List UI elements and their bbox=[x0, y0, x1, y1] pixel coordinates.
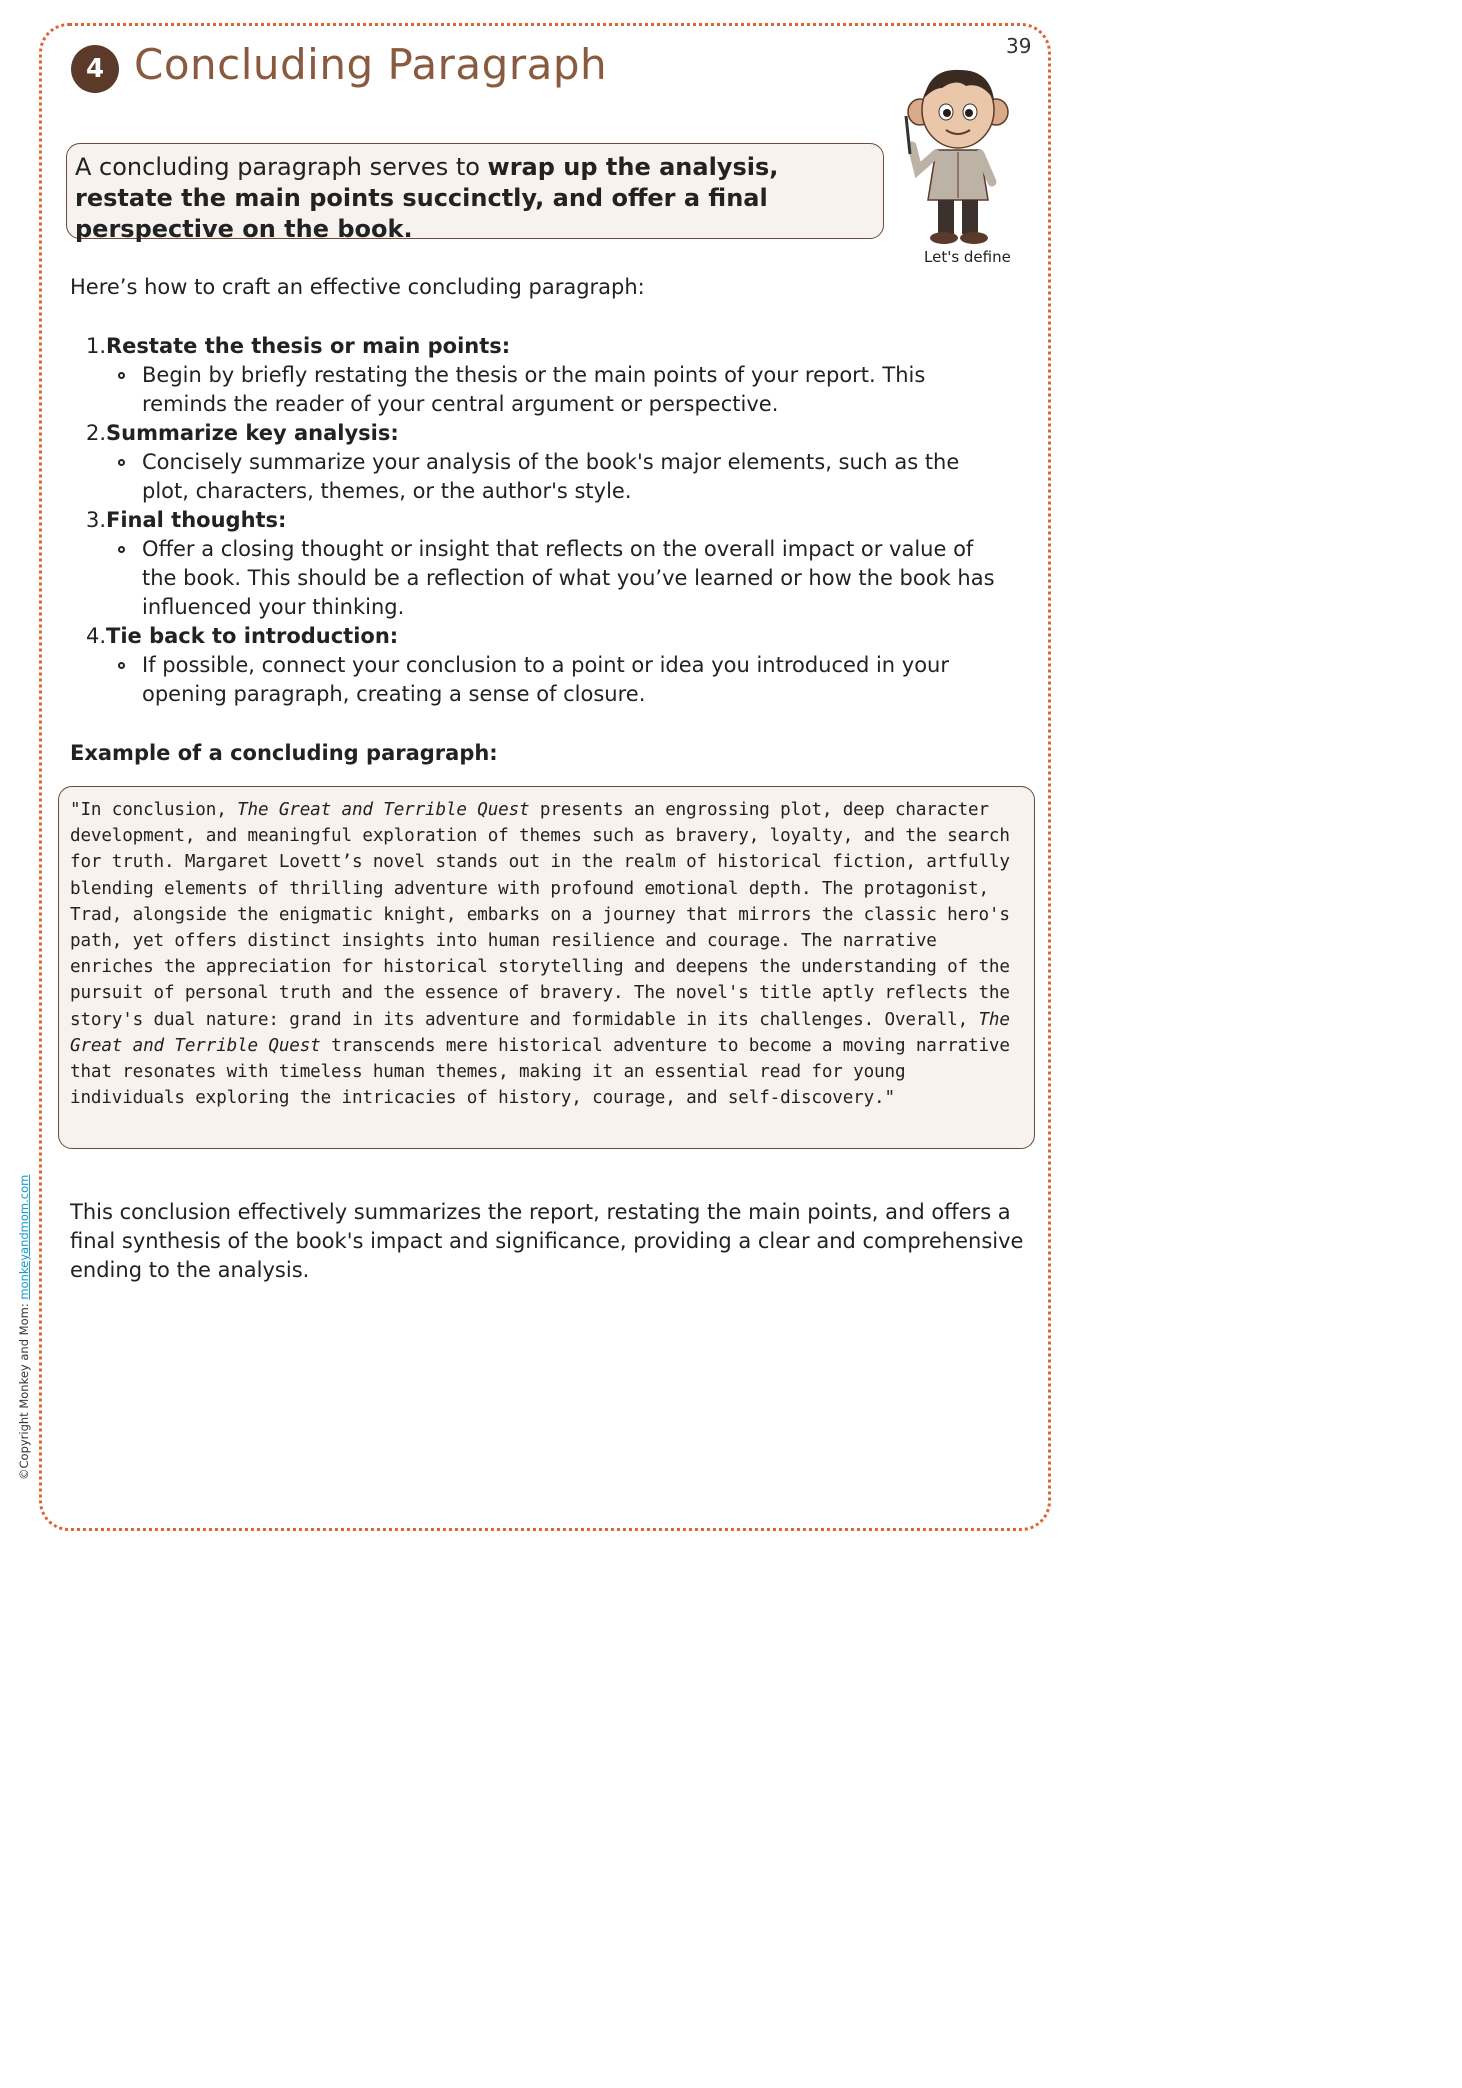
step-description bbox=[70, 535, 1030, 622]
step-number: 3. bbox=[85, 508, 106, 532]
step-title: Restate the thesis or main points: bbox=[106, 334, 511, 358]
example-heading: Example of a concluding paragraph: bbox=[70, 741, 498, 765]
intro-text: Here’s how to craft an effective concluding paragraph: bbox=[70, 275, 645, 299]
copyright-text: ©Copyright Monkey and Mom: bbox=[17, 1299, 31, 1480]
example-text-part3: transcends mere historical adventure to become a moving narrative that resonates with timeless human themes, making it an essential read for young individuals exploring the intricacies of history, courage, and self-discovery." bbox=[70, 1035, 1010, 1109]
definition-bold: wrap up the analysis, restate the main points succinctly, and offer a final perspective on the book. bbox=[75, 153, 779, 243]
step-description-text: If possible, connect your conclusion to a point or idea you introduced in your opening paragraph, creating a sense of closure. bbox=[142, 653, 950, 706]
definition-box bbox=[66, 143, 884, 243]
monkey-mascot-illustration bbox=[896, 60, 1022, 250]
step-title: Final thoughts: bbox=[106, 508, 287, 532]
example-book-title: The Great and Terrible Quest bbox=[237, 800, 530, 820]
page-number: 39 bbox=[1006, 34, 1032, 58]
step-description bbox=[70, 651, 1030, 709]
example-book-title-2: The Great and Terrible Quest bbox=[70, 1009, 1010, 1056]
step-number: 4. bbox=[85, 624, 106, 648]
step-number: 1. bbox=[85, 334, 106, 358]
bullet-icon bbox=[118, 662, 125, 669]
step-description-text: Begin by briefly restating the thesis or the main points of your report. This reminds the reader of your central argument or perspective. bbox=[142, 363, 926, 416]
copyright-link[interactable]: monkeyandmom.com bbox=[17, 1174, 31, 1300]
step-title: Tie back to introduction: bbox=[106, 624, 399, 648]
list-item bbox=[70, 622, 1030, 651]
bullet-icon bbox=[118, 546, 125, 553]
copyright-notice bbox=[17, 1175, 31, 1480]
example-text-part1: "In conclusion, bbox=[70, 800, 238, 820]
example-quote-box bbox=[58, 786, 1035, 1149]
step-description-text: Offer a closing thought or insight that reflects on the overall impact or value of the book. This should be a reflection of what you’ve learned or how the book has influenced your thinking. bbox=[142, 537, 995, 619]
step-description bbox=[70, 448, 1030, 506]
mascot-caption: Let's define bbox=[924, 248, 1011, 266]
steps-list bbox=[70, 332, 1030, 709]
closing-text: This conclusion effectively summarizes the report, restating the main points, and offers a final synthesis of the book's impact and significance, providing a clear and comprehensive ending to the analysis. bbox=[70, 1200, 1024, 1282]
example-text-part2: presents an engrossing plot, deep character development, and meaningful exploration of themes such as bravery, loyalty, and the search for truth. Margaret Lovett’s novel stands out in the realm of historical fiction, artfully blending elements of thrilling adventure with profound emotional depth. The protagonist, Trad, alongside the enigmatic knight, embarks on a journey that mirrors the classic hero's path, yet offers distinct insights into human resilience and courage. The narrative enriches the appreciation for historical storytelling and deepens the understanding of the pursuit of personal truth and the essence of bravery. The novel's title aptly reflects the story's dual nature: grand in its adventure and formidable in its challenges. Overall, bbox=[70, 800, 1010, 1030]
step-description bbox=[70, 361, 1030, 419]
bullet-icon bbox=[118, 459, 125, 466]
list-item bbox=[70, 332, 1030, 361]
step-title: Summarize key analysis: bbox=[106, 421, 399, 445]
section-number-badge: 4 bbox=[71, 45, 119, 93]
step-number: 2. bbox=[85, 421, 106, 445]
list-item bbox=[70, 419, 1030, 448]
list-item bbox=[70, 506, 1030, 535]
step-description-text: Concisely summarize your analysis of the book's major elements, such as the plot, characters, themes, or the author's style. bbox=[142, 450, 960, 503]
bullet-icon bbox=[118, 372, 125, 379]
definition-lead: A concluding paragraph serves to bbox=[75, 153, 488, 181]
page-title: Concluding Paragraph bbox=[134, 40, 608, 89]
